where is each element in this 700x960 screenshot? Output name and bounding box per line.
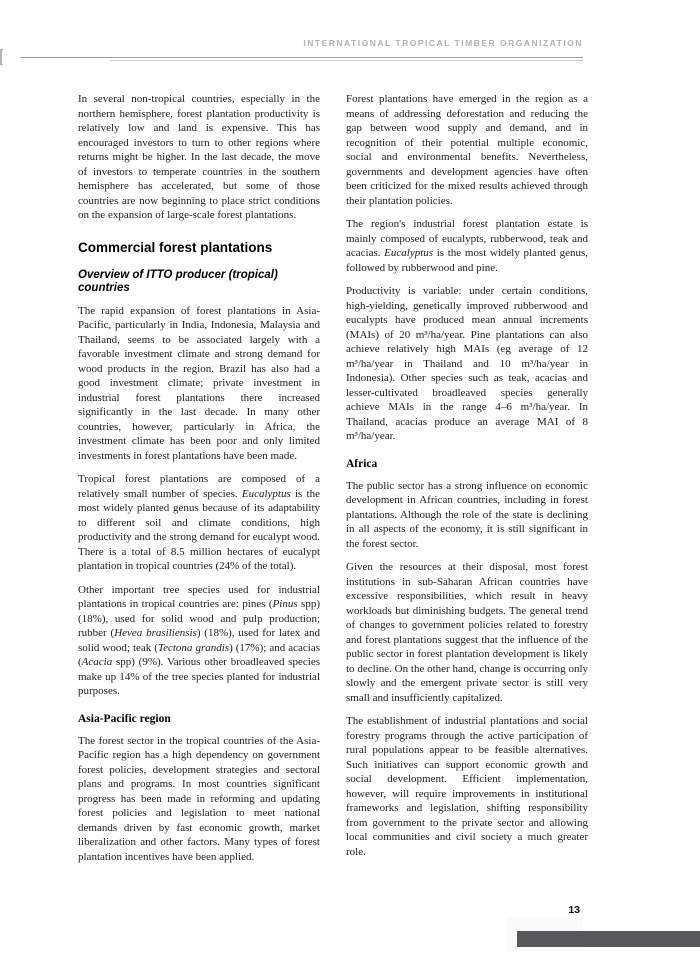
paragraph-establishment: The establishment of industrial plantations and social forestry programs through the active participation of rural populations appear to be feasible alternatives. Such initiatives can support economic growth and social development. Efficient implementation, however, will require improvements in institutional frameworks and legislation, shifting responsibility from government to the private sector and allowing local communities and civil society a much greater role. (346, 715, 588, 858)
paragraph-emerged: Forest plantations have emerged in the region as a means of addressing deforestation and reducing the gap between wood supply and demand, and in recognition of their potential multiple economic, social and environmental benefits. Nevertheless, governments and development agencies have often been criticized for the mixed results achieved through their plantation policies. (346, 93, 588, 207)
paragraph-productivity: Productivity is variable: under certain conditions, high-yielding, genetically improved rubberwood and eucalypts have produced mean annual increments (MAIs) of 20 m³/ha/year. Pine plantations can also achieve relatively high MAIs (eg average of 12 m³/ha/year in Thailand and 10 m³/ha/year in Indonesia). Other species such as teak, acacias and lesser-cultivated broadleaved species generally achieve MAIs in the range 4–6 m³/ha/year. In Thailand, acacias produce an average MAI of 8 m³/ha/year. (346, 285, 588, 442)
paragraph-other-species: Other important tree species used for industrial plantations in tropical countries are: pines (Pinus spp) (18%), used for solid wood and pulp production; rubber (Hevea brasiliensis) (18%), used for latex and solid wood; teak (Tectona grandis) (17%); and acacias (Acacia spp) (9%). Various other broadleaved species make up 14% of the tree species planted for industrial purposes. (78, 583, 321, 697)
paragraph-intro: In several non-tropical countries, especially in the northern hemisphere, forest plantation productivity is relatively low and land is expensive. This has encouraged investors to turn to other regions where returns might be higher. In the last decade, the move of investors to temperate countries in the southern hemisphere has accelerated, but some of those countries are now beginning to place strict conditions on the expansion of large-scale forest plantations. (78, 93, 320, 221)
right-column (346, 92, 588, 873)
paragraph-estate: The region's industrial forest plantation estate is mainly composed of eucalypts, rubberwood, teak and acacias. Eucalyptus is the most widely planted genus, followed by rubberwood and pine. (346, 218, 588, 274)
footer-corner-bar (517, 931, 700, 947)
content-columns (78, 92, 588, 873)
page-edge-mark (0, 49, 3, 65)
paragraph-forest-sector: The forest sector in the tropical countries of the Asia-Pacific region has a high dependency on government forest policies, development strategies and sectoral plans and programs. In most countries significant progress has been made in reforming and updating forest policies and legislation to meet national demands driven by fast economic growth, market liberalization and other factors. Many types of forest plantation incentives have been applied. (78, 734, 320, 863)
region-heading-africa: Africa (346, 457, 378, 470)
paragraph-resources: Given the resources at their disposal, most forest institutions in sub-Saharan African countries have excessive responsibilities, which result in heavy workloads but diminishing budgets. The general trend of changes to government policies related to forestry and forest plantations suggest that the influence of the public sector in forest plantation development is likely to decline. On the other hand, change is occurring only slowly and the emergent private sector is still very small and insufficiently capitalized. (346, 561, 588, 704)
page-number: 13 (568, 904, 580, 916)
header-organization-title: INTERNATIONAL TROPICAL TIMBER ORGANIZATION (303, 38, 583, 48)
subsection-heading-overview-itto: Overview of ITTO producer (tropical) countries (78, 268, 278, 294)
section-heading-commercial-forest-plantations: Commercial forest plantations (78, 239, 273, 255)
paragraph-rapid-expansion: The rapid expansion of forest plantations in Asia-Pacific, particularly in India, Indonesia, Malaysia and Thailand, seems to be associated largely with a favorable investment climate and strong demand for wood products in the region. Brazil has also had a good investment climate; private investment in industrial forest plantations there increased significantly in the last decade. In many other countries, however, particularly in Africa, the investment climate has been poor and only limited investments in forest plantations have been made. (78, 304, 320, 462)
region-heading-asia-pacific: Asia-Pacific region (78, 712, 171, 725)
header-rule-secondary (110, 60, 583, 61)
header-rule (20, 57, 583, 58)
left-column (78, 92, 320, 873)
paragraph-public-sector: The public sector has a strong influence on economic development in African countries, including in forest plantations. Although the role of the state is declining in all aspects of the economy, it is still significant in the forest sector. (346, 479, 588, 550)
paragraph-species: Tropical forest plantations are composed of a relatively small number of species. Eucalyptus is the most widely planted genus because of its adaptability to different soil and climate conditions, high productivity and the strong demand for eucalypt wood. There is a total of 8.5 million hectares of eucalypt plantation in tropical countries (24% of the total). (78, 473, 320, 572)
